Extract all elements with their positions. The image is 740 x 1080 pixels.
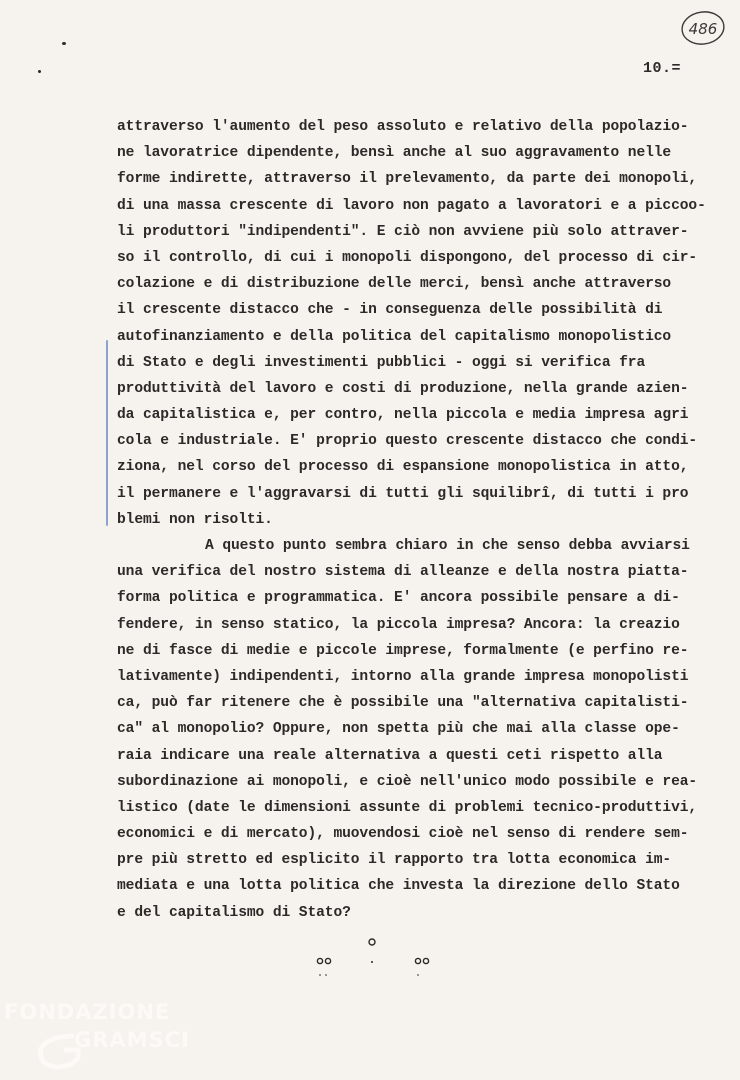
- text-line: economici e di mercato), muovendosi cioè nel senso di rendere sem-: [117, 826, 689, 843]
- dots-ornament-icon: [300, 933, 440, 981]
- text-line: forme indirette, attraverso il prelevamento, da parte dei monopoli,: [117, 171, 698, 188]
- text-line: blemi non risolti.: [117, 511, 273, 528]
- text-line: subordinazione ai monopoli, e cioè nell'unico modo possibile e rea-: [117, 773, 698, 790]
- text-line: li produttori "indipendenti". E ciò non avviene più solo attraver-: [117, 223, 689, 240]
- text-line: raia indicare una reale alternativa a questi ceti rispetto alla: [117, 747, 663, 764]
- text-line: cola e industriale. E' proprio questo crescente distacco che condi-: [117, 433, 698, 450]
- archive-number-text: 486: [688, 20, 718, 38]
- text-line: lativamente) indipendenti, intorno alla grande impresa monopolisti: [117, 668, 689, 685]
- archive-number-stamp: [678, 8, 728, 48]
- text-line: fendere, in senso statico, la piccola impresa? Ancora: la creazio: [117, 616, 680, 633]
- text-line: da capitalistica e, per contro, nella piccola e media impresa agri: [117, 407, 689, 424]
- page-number: 10.=: [643, 60, 682, 77]
- ink-speck: [38, 70, 41, 73]
- text-line: di una massa crescente di lavoro non pagato a lavoratori e a piccoo-: [117, 197, 706, 214]
- text-line: forma politica e programmatica. E' ancora possibile pensare a di-: [117, 590, 680, 607]
- margin-pencil-mark: [106, 340, 108, 526]
- text-line: una verifica del nostro sistema di alleanze e della nostra piatta-: [117, 564, 689, 581]
- text-line: mediata e una lotta politica che investa la direzione dello Stato: [117, 878, 680, 895]
- text-line: colazione e di distribuzione delle merci, bensì anche attraverso: [117, 276, 672, 293]
- text-line: ziona, nel corso del processo di espansione monopolistica in atto,: [117, 459, 689, 476]
- text-line: pre più stretto ed esplicito il rapporto tra lotta economica im-: [117, 852, 672, 869]
- watermark-line-2: GRAMSCI: [74, 1028, 190, 1052]
- text-line: ca, può far ritenere che è possibile una "alternativa capitalisti-: [117, 695, 689, 712]
- paragraph-start-line: A questo punto sembra chiaro in che senso debba avviarsi: [205, 538, 690, 554]
- watermark-line-1: FONDAZIONE: [4, 1000, 171, 1024]
- text-line: ca" al monopolio? Oppure, non spetta più che mai alla classe ope-: [117, 721, 680, 738]
- text-line: produttività del lavoro e costi di produzione, nella grande azien-: [117, 380, 689, 397]
- text-line: ne lavoratrice dipendente, bensì anche al suo aggravamento nelle: [117, 145, 672, 162]
- ink-speck: [62, 42, 66, 45]
- text-line: e del capitalismo di Stato?: [117, 904, 351, 921]
- text-line: il permanere e l'aggravarsi di tutti gli squilibrî, di tutti i pro: [117, 485, 689, 502]
- section-separator-dots: [300, 933, 440, 981]
- text-line: attraverso l'aumento del peso assoluto e relativo della popolazio-: [117, 119, 689, 135]
- text-line: di Stato e degli investimenti pubblici - oggi si verifica fra: [117, 354, 646, 371]
- circled-number-mark: [678, 8, 728, 48]
- text-line: so il controllo, di cui i monopoli dispongono, del processo di cir-: [117, 249, 698, 266]
- text-line: ne di fasce di medie e piccole imprese, formalmente (e perfino re-: [117, 642, 689, 659]
- text-line: il crescente distacco che - in conseguenza delle possibilità di: [117, 302, 663, 319]
- text-line: autofinanziamento e della politica del capitalismo monopolistico: [117, 328, 672, 345]
- typed-body: [117, 114, 717, 926]
- text-line: listico (date le dimensioni assunte di problemi tecnico-produttivi,: [117, 799, 698, 816]
- fondazione-gramsci-watermark: [4, 998, 194, 1070]
